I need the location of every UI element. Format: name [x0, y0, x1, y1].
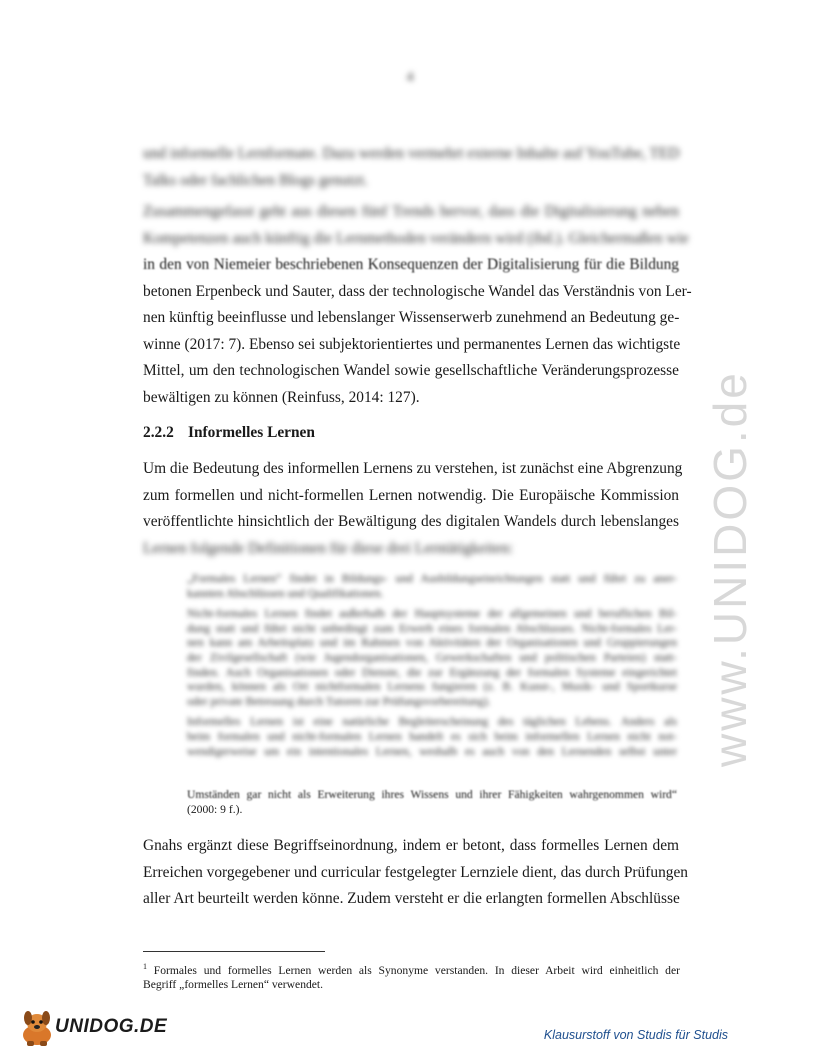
- text-line: Gnahs ergänzt diese Begriffseinordnung, indem er betont, dass formelles Lernen dem: [143, 837, 679, 854]
- text-line: Lernen folgende Definitionen für diese drei Lerntätigkeiten:: [143, 539, 514, 557]
- quote-line: (2000: 9 f.).: [187, 802, 243, 816]
- unidog-logo[interactable]: [15, 1008, 168, 1048]
- text-line: nen künftig beeinflusse und lebenslanger Wissenserwerb zunehmend an Bedeutung ge-: [143, 309, 680, 326]
- logo-text: UNIDOG.DE: [55, 1016, 168, 1037]
- closing-paragraph: [143, 833, 688, 913]
- quote-line: wurden, können als Ort nichtformalen Lernens fungieren (z. B. Kunst-, Musik- und Sportkurse: [187, 680, 677, 694]
- text-line: bewältigen zu können (Reinfuss, 2014: 127).: [143, 388, 420, 406]
- quote-line: kannten Abschlüssen und Qualifikationen.: [187, 586, 384, 600]
- text-line: zum formellen und nicht-formellen Lernen notwendig. Die Europäische Kommission: [143, 486, 679, 504]
- text-line: Um die Bedeutung des informellen Lernens zu verstehen, ist zunächst eine Abgrenzung: [143, 460, 683, 477]
- text-line: veröffentlichte hinsichtlich der Bewältigung des digitalen Wandels durch lebenslanges: [143, 513, 679, 530]
- block-quote-blurred: [187, 572, 677, 759]
- quote-line: Umständen gar nicht als Erweiterung ihres Wissens und ihrer Fähigkeiten wahrgenommen wird“: [187, 788, 677, 801]
- quote-line: beim formalen und nicht-formalen Lernen handelt es sich beim informellen Lernen nicht not-: [187, 729, 677, 743]
- quote-line: „Formales Lernen“ findet in Bildungs- und Ausbildungseinrichtungen statt und führt zu aner-: [187, 572, 677, 585]
- footnote-text: Begriff „formelles Lernen“ verwendet.: [143, 978, 324, 992]
- quote-line: Nicht-formales Lernen findet außerhalb der Hauptsysteme der allgemeinen und beruflichen Bil-: [187, 607, 677, 621]
- footer-tagline: Klausurstoff von Studis für Studis: [543, 1028, 728, 1042]
- quote-line: finden. Auch Organisationen oder Dienste, die zur Ergänzung der formalen Systeme eingerichtet: [187, 665, 677, 679]
- section-number: 2.2.2: [143, 424, 174, 441]
- text-line: und informelle Lernformate. Dazu werden vermehrt externe Inhalte auf YouTube, TED: [143, 145, 680, 162]
- footnote-text: Formales und formelles Lernen werden als Synonyme verstanden. In dieser Arbeit wird einheitlich der: [153, 963, 680, 977]
- text-line: aller Art beurteilt werden könne. Zudem versteht er die erlangten formellen Abschlüsse: [143, 890, 680, 907]
- body-text-blurred: [143, 141, 689, 252]
- footnote-divider: [143, 951, 325, 952]
- dog-mascot-icon: [15, 1008, 59, 1048]
- text-line: Erreichen vorgegebener und curricular festgelegter Lernziele dient, das durch Prüfungen: [143, 863, 688, 881]
- quote-line: Informelles Lernen ist eine natürliche Begleiterscheinung des täglichen Lebens. Anders als: [187, 715, 677, 729]
- text-line: in den von Niemeier beschriebenen Konsequenzen der Digitalisierung für die Bildung: [143, 256, 679, 273]
- watermark: [690, 300, 760, 767]
- text-line: Mittel, um den technologischen Wandel sowie gesellschaftliche Veränderungsprozesse: [143, 362, 679, 379]
- quote-line: dung statt und führt nicht unbedingt zum Erwerb eines formalen Abschlusses. Nicht-formales Ler-: [187, 621, 677, 635]
- text-line: Zusammengefasst geht aus diesen fünf Trends hervor, dass die Digitalisierung neben: [143, 203, 679, 220]
- footnote-marker: 1: [143, 962, 147, 971]
- quote-line: der Zivilgesellschaft (wie Jugendorganisationen, Gewerkschaften und politischen Parteien) statt-: [187, 650, 677, 664]
- section-paragraph: [143, 456, 683, 562]
- text-line: betonen Erpenbeck und Sauter, dass der technologische Wandel das Verständnis von Ler-: [143, 282, 692, 300]
- page-number: 4: [406, 70, 414, 85]
- footnote: [143, 960, 680, 993]
- section-title: Informelles Lernen: [188, 424, 315, 441]
- text-line: Talks oder fachlichen Blogs genutzt.: [143, 171, 369, 189]
- quote-line: nen kann am Arbeitsplatz und im Rahmen von Aktivitäten der Organisationen und Gruppierungen: [187, 636, 677, 650]
- body-paragraph: [143, 252, 692, 411]
- section-heading: [143, 424, 315, 442]
- text-line: Kompetenzen auch künftig die Lernmethoden verändern wird (ibd.). Gleichermaßen wie: [143, 229, 689, 247]
- text-line: winne (2017: 7). Ebenso sei subjektorientiertes und permanentes Lernen das wichtigste: [143, 335, 681, 353]
- watermark-text: www.UNIDOG.de: [704, 370, 756, 767]
- quote-line: oder private Betreuung durch Tutoren zur Prüfungsvorbereitung).: [187, 694, 491, 708]
- block-quote-end: [187, 788, 677, 817]
- quote-line: wendigerweise um ein intentionales Lernen, weshalb es auch von den Lernenden selbst unter: [187, 744, 677, 758]
